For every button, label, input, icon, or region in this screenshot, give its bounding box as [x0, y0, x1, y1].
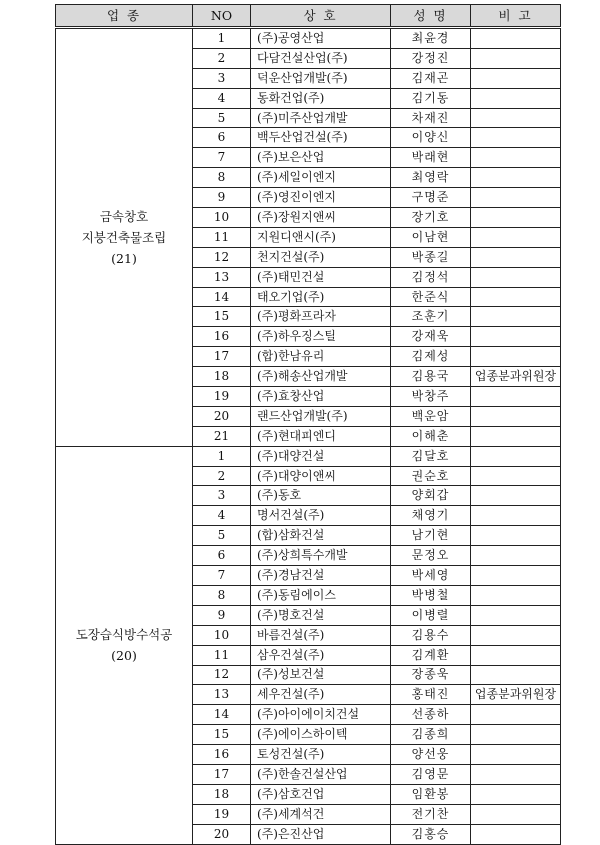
row-number: 1: [193, 28, 251, 49]
row-number: 15: [193, 307, 251, 327]
note-cell: [471, 68, 561, 88]
note-cell: [471, 526, 561, 546]
representative-name: 김재곤: [391, 68, 471, 88]
representative-name: 김계환: [391, 645, 471, 665]
representative-name: 박창주: [391, 387, 471, 407]
row-number: 9: [193, 188, 251, 208]
note-cell: [471, 566, 561, 586]
note-cell: [471, 247, 561, 267]
note-cell: [471, 307, 561, 327]
firm-name: (주)명호건설: [251, 605, 391, 625]
row-number: 15: [193, 725, 251, 745]
firm-name: (주)미주산업개발: [251, 108, 391, 128]
header-firm: 상 호: [251, 5, 391, 28]
firm-name: 바름건설(주): [251, 625, 391, 645]
row-number: 7: [193, 566, 251, 586]
row-number: 5: [193, 526, 251, 546]
row-number: 5: [193, 108, 251, 128]
row-number: 17: [193, 764, 251, 784]
note-cell: [471, 88, 561, 108]
row-number: 3: [193, 68, 251, 88]
representative-name: 박세영: [391, 566, 471, 586]
representative-name: 한준식: [391, 287, 471, 307]
table-body: [56, 28, 561, 845]
firm-name: (주)장원지앤씨: [251, 208, 391, 228]
table-row: [56, 446, 561, 466]
firm-name: (주)공영산업: [251, 28, 391, 49]
note-cell: 업종분과위원장: [471, 685, 561, 705]
note-cell: [471, 267, 561, 287]
note-cell: [471, 227, 561, 247]
table-row: [56, 28, 561, 49]
note-cell: [471, 546, 561, 566]
row-number: 13: [193, 267, 251, 287]
representative-name: 백운암: [391, 406, 471, 426]
firm-name: (주)은진산업: [251, 824, 391, 844]
representative-name: 김종희: [391, 725, 471, 745]
firm-name: (주)한솔건설산업: [251, 764, 391, 784]
note-cell: [471, 745, 561, 765]
firm-name: 태오기업(주): [251, 287, 391, 307]
note-cell: 업종분과위원장: [471, 367, 561, 387]
firm-name: (주)현대피엔디: [251, 426, 391, 446]
header-no: NO: [193, 5, 251, 28]
row-number: 9: [193, 605, 251, 625]
representative-name: 전기찬: [391, 804, 471, 824]
note-cell: [471, 824, 561, 844]
firm-name: (주)상희특수개발: [251, 546, 391, 566]
firm-name: (주)보은산업: [251, 148, 391, 168]
industry-cell: [56, 28, 193, 447]
note-cell: [471, 188, 561, 208]
header-name: 성 명: [391, 5, 471, 28]
row-number: 1: [193, 446, 251, 466]
representative-name: 김기동: [391, 88, 471, 108]
firm-name: 천지건설(주): [251, 247, 391, 267]
firm-name: 세우건설(주): [251, 685, 391, 705]
firm-name: 덕운산업개발(주): [251, 68, 391, 88]
representative-name: 김영문: [391, 764, 471, 784]
header-industry: 업 종: [56, 5, 193, 28]
representative-name: 최윤경: [391, 28, 471, 49]
member-roster-table: [55, 4, 561, 845]
representative-name: 김용수: [391, 625, 471, 645]
representative-name: 양회갑: [391, 486, 471, 506]
representative-name: 이병렬: [391, 605, 471, 625]
note-cell: [471, 148, 561, 168]
firm-name: (주)세일이엔지: [251, 168, 391, 188]
firm-name: (주)동림에이스: [251, 585, 391, 605]
note-cell: [471, 645, 561, 665]
header-note: 비 고: [471, 5, 561, 28]
firm-name: (주)평화프라자: [251, 307, 391, 327]
note-cell: [471, 725, 561, 745]
firm-name: (주)아이에이치건설: [251, 705, 391, 725]
representative-name: 조훈기: [391, 307, 471, 327]
representative-name: 김정석: [391, 267, 471, 287]
note-cell: [471, 426, 561, 446]
industry-label-line: 금속창호: [99, 208, 149, 224]
representative-name: 김홍승: [391, 824, 471, 844]
note-cell: [471, 208, 561, 228]
row-number: 21: [193, 426, 251, 446]
firm-name: 지원디앤시(주): [251, 227, 391, 247]
representative-name: 박병철: [391, 585, 471, 605]
industry-label-line: (20): [111, 648, 137, 664]
firm-name: (주)해송산업개발: [251, 367, 391, 387]
row-number: 6: [193, 546, 251, 566]
note-cell: [471, 347, 561, 367]
note-cell: [471, 605, 561, 625]
row-number: 10: [193, 208, 251, 228]
industry-cell: [56, 446, 193, 844]
row-number: 4: [193, 506, 251, 526]
firm-name: (주)하우징스틸: [251, 327, 391, 347]
firm-name: (합)한남유리: [251, 347, 391, 367]
firm-name: (주)성보건설: [251, 665, 391, 685]
row-number: 18: [193, 784, 251, 804]
row-number: 16: [193, 745, 251, 765]
representative-name: 선종하: [391, 705, 471, 725]
row-number: 11: [193, 227, 251, 247]
note-cell: [471, 108, 561, 128]
row-number: 13: [193, 685, 251, 705]
row-number: 10: [193, 625, 251, 645]
representative-name: 김달호: [391, 446, 471, 466]
industry-label-line: 도장습식방수석공: [75, 627, 173, 643]
row-number: 19: [193, 387, 251, 407]
firm-name: (주)경남건설: [251, 566, 391, 586]
note-cell: [471, 784, 561, 804]
representative-name: 김제성: [391, 347, 471, 367]
row-number: 12: [193, 247, 251, 267]
note-cell: [471, 466, 561, 486]
note-cell: [471, 287, 561, 307]
firm-name: (주)세계석건: [251, 804, 391, 824]
row-number: 18: [193, 367, 251, 387]
note-cell: [471, 128, 561, 148]
row-number: 12: [193, 665, 251, 685]
note-cell: [471, 406, 561, 426]
row-number: 19: [193, 804, 251, 824]
note-cell: [471, 486, 561, 506]
firm-name: (주)삼호건업: [251, 784, 391, 804]
row-number: 6: [193, 128, 251, 148]
row-number: 20: [193, 406, 251, 426]
row-number: 20: [193, 824, 251, 844]
firm-name: 다담건설산업(주): [251, 48, 391, 68]
representative-name: 권순호: [391, 466, 471, 486]
firm-name: 토성건설(주): [251, 745, 391, 765]
table-header: [56, 5, 561, 28]
row-number: 14: [193, 705, 251, 725]
representative-name: 홍태진: [391, 685, 471, 705]
row-number: 8: [193, 168, 251, 188]
representative-name: 강정진: [391, 48, 471, 68]
representative-name: 양선웅: [391, 745, 471, 765]
note-cell: [471, 665, 561, 685]
representative-name: 강재욱: [391, 327, 471, 347]
representative-name: 최영락: [391, 168, 471, 188]
firm-name: 랜드산업개발(주): [251, 406, 391, 426]
representative-name: 이남현: [391, 227, 471, 247]
row-number: 14: [193, 287, 251, 307]
representative-name: 임환봉: [391, 784, 471, 804]
row-number: 8: [193, 585, 251, 605]
representative-name: 박래현: [391, 148, 471, 168]
firm-name: 백두산업건설(주): [251, 128, 391, 148]
note-cell: [471, 506, 561, 526]
firm-name: 삼우건설(주): [251, 645, 391, 665]
note-cell: [471, 804, 561, 824]
firm-name: 동화건업(주): [251, 88, 391, 108]
firm-name: 명서건설(주): [251, 506, 391, 526]
row-number: 11: [193, 645, 251, 665]
representative-name: 차재진: [391, 108, 471, 128]
representative-name: 장종욱: [391, 665, 471, 685]
representative-name: 문정오: [391, 546, 471, 566]
note-cell: [471, 387, 561, 407]
firm-name: (합)삼화건설: [251, 526, 391, 546]
firm-name: (주)효창산업: [251, 387, 391, 407]
representative-name: 구명준: [391, 188, 471, 208]
note-cell: [471, 585, 561, 605]
representative-name: 남기현: [391, 526, 471, 546]
note-cell: [471, 327, 561, 347]
row-number: 16: [193, 327, 251, 347]
firm-name: (주)영진이엔지: [251, 188, 391, 208]
row-number: 2: [193, 466, 251, 486]
representative-name: 박종길: [391, 247, 471, 267]
firm-name: (주)대양건설: [251, 446, 391, 466]
firm-name: (주)동호: [251, 486, 391, 506]
note-cell: [471, 28, 561, 49]
row-number: 3: [193, 486, 251, 506]
note-cell: [471, 446, 561, 466]
representative-name: 이해춘: [391, 426, 471, 446]
row-number: 17: [193, 347, 251, 367]
row-number: 7: [193, 148, 251, 168]
representative-name: 장기호: [391, 208, 471, 228]
row-number: 4: [193, 88, 251, 108]
representative-name: 채영기: [391, 506, 471, 526]
note-cell: [471, 705, 561, 725]
row-number: 2: [193, 48, 251, 68]
firm-name: (주)에이스하이텍: [251, 725, 391, 745]
firm-name: (주)대양이앤씨: [251, 466, 391, 486]
representative-name: 이양신: [391, 128, 471, 148]
industry-label-line: 지붕건축물조립: [81, 229, 167, 245]
representative-name: 김용국: [391, 367, 471, 387]
note-cell: [471, 625, 561, 645]
note-cell: [471, 168, 561, 188]
firm-name: (주)태민건설: [251, 267, 391, 287]
industry-label-line: (21): [111, 250, 137, 266]
note-cell: [471, 764, 561, 784]
note-cell: [471, 48, 561, 68]
